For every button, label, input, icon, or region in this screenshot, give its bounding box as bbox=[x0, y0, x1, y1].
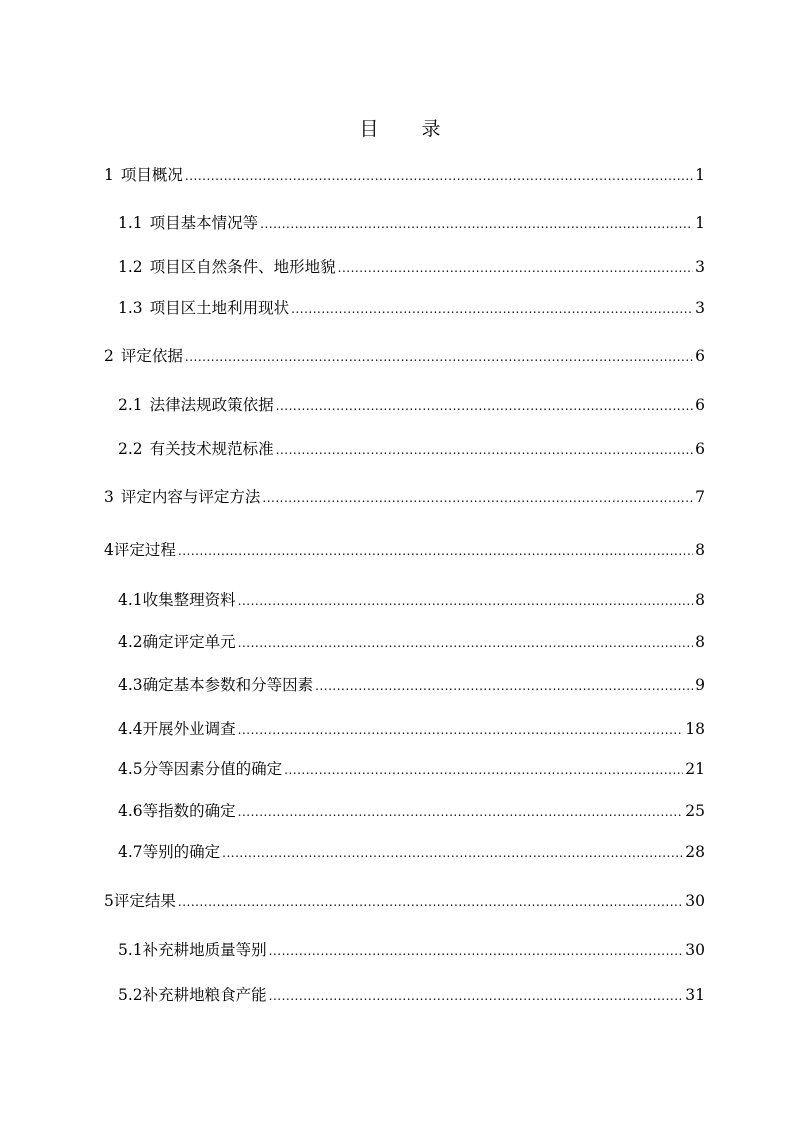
toc-dot-leader bbox=[222, 841, 683, 865]
toc-dot-leader bbox=[269, 984, 684, 1008]
toc-entry[interactable] bbox=[118, 588, 705, 612]
toc-dot-leader bbox=[238, 631, 693, 655]
toc-entry-label bbox=[104, 485, 260, 509]
toc-dot-leader bbox=[338, 256, 693, 280]
toc-entry-page: 18 bbox=[685, 720, 705, 738]
toc-entry-label bbox=[118, 588, 236, 612]
toc-entry-text: 项目区自然条件、地形地貌 bbox=[149, 258, 336, 276]
toc-entry[interactable] bbox=[118, 437, 705, 461]
toc-dot-leader bbox=[238, 589, 693, 613]
toc-entry[interactable] bbox=[104, 344, 705, 368]
toc-entry-page: 8 bbox=[695, 541, 705, 559]
toc-entry-label bbox=[118, 630, 236, 654]
toc-entry-number: 1.3 bbox=[118, 299, 143, 317]
toc-entry-label bbox=[118, 211, 258, 235]
toc-entry[interactable] bbox=[118, 840, 705, 864]
toc-entry-page: 31 bbox=[685, 986, 705, 1004]
toc-entry[interactable] bbox=[118, 393, 705, 417]
toc-dot-leader bbox=[262, 486, 693, 510]
toc-entry-text: 项目概况 bbox=[120, 166, 183, 184]
toc-entry-label bbox=[118, 757, 282, 781]
toc-entry-label bbox=[118, 983, 267, 1007]
toc-entry-label bbox=[118, 938, 267, 962]
toc-entry-number: 4.2 bbox=[118, 633, 143, 651]
toc-dot-leader bbox=[178, 890, 683, 914]
toc-entry-page: 21 bbox=[685, 760, 705, 778]
toc-entry[interactable] bbox=[118, 799, 705, 823]
toc-dot-leader bbox=[238, 800, 684, 824]
toc-title: 目 录 bbox=[359, 118, 453, 140]
toc-entry-text: 评定过程 bbox=[113, 541, 176, 559]
toc-entry-text: 评定依据 bbox=[120, 347, 183, 365]
toc-dot-leader bbox=[291, 297, 693, 321]
toc-entry-text: 确定评定单元 bbox=[142, 633, 236, 651]
toc-entry[interactable] bbox=[118, 211, 705, 235]
toc-entry-label bbox=[118, 437, 274, 461]
toc-entry-label bbox=[104, 538, 176, 562]
toc-entry-text: 评定内容与评定方法 bbox=[120, 488, 261, 506]
toc-entry[interactable] bbox=[104, 485, 705, 509]
toc-entry-number: 5.1 bbox=[118, 941, 143, 959]
toc-entry[interactable] bbox=[104, 163, 705, 187]
toc-entry[interactable] bbox=[104, 538, 705, 562]
toc-entry-label bbox=[118, 393, 274, 417]
toc-dot-leader bbox=[185, 164, 693, 188]
toc-entry-number: 5 bbox=[104, 892, 114, 910]
toc-entry-label bbox=[118, 673, 313, 697]
toc-entry[interactable] bbox=[104, 889, 705, 913]
toc-entry-number: 4.6 bbox=[118, 802, 143, 820]
toc-entry-page: 30 bbox=[685, 892, 705, 910]
toc-entry-number: 1 bbox=[104, 166, 114, 184]
toc-entry-number: 3 bbox=[104, 488, 114, 506]
toc-entry-page: 7 bbox=[695, 488, 705, 506]
toc-entry[interactable] bbox=[118, 983, 705, 1007]
toc-entry-number: 2.2 bbox=[118, 440, 143, 458]
toc-entry[interactable] bbox=[118, 673, 705, 697]
toc-entry-page: 1 bbox=[695, 166, 705, 184]
toc-entry-number: 4.4 bbox=[118, 720, 143, 738]
toc-entry-text: 补充耕地粮食产能 bbox=[142, 986, 267, 1004]
toc-entry-text: 开展外业调查 bbox=[142, 720, 236, 738]
toc-dot-leader bbox=[276, 438, 693, 462]
toc-entry-label bbox=[118, 296, 289, 320]
toc-entry[interactable] bbox=[118, 717, 705, 741]
toc-entry-number: 1.2 bbox=[118, 258, 143, 276]
toc-entry-text: 补充耕地质量等别 bbox=[142, 941, 267, 959]
toc-entry-page: 6 bbox=[695, 396, 705, 414]
toc-entry-text: 收集整理资料 bbox=[142, 591, 236, 609]
toc-dot-leader bbox=[185, 345, 693, 369]
toc-entry-label bbox=[118, 799, 236, 823]
toc-entry-text: 项目区土地利用现状 bbox=[149, 299, 290, 317]
toc-entry-text: 确定基本参数和分等因素 bbox=[142, 676, 314, 694]
toc-entry-text: 评定结果 bbox=[113, 892, 176, 910]
toc-entry-label bbox=[118, 255, 336, 279]
toc-entry-label bbox=[118, 840, 220, 864]
toc-entry-text: 法律法规政策依据 bbox=[149, 396, 274, 414]
toc-dot-leader bbox=[238, 718, 684, 742]
toc-entry-label bbox=[104, 344, 183, 368]
toc-entry-number: 4.7 bbox=[118, 843, 143, 861]
toc-dot-leader bbox=[284, 758, 683, 782]
toc-entry[interactable] bbox=[118, 255, 705, 279]
toc-entry-page: 3 bbox=[695, 299, 705, 317]
toc-entry[interactable] bbox=[118, 630, 705, 654]
toc-dot-leader bbox=[276, 394, 693, 418]
toc-entry-page: 6 bbox=[695, 440, 705, 458]
toc-entry-page: 28 bbox=[685, 843, 705, 861]
toc-entry[interactable] bbox=[118, 757, 705, 781]
toc-entry-text: 分等因素分值的确定 bbox=[142, 760, 283, 778]
toc-entry-text: 有关技术规范标准 bbox=[149, 440, 274, 458]
toc-entry-page: 8 bbox=[695, 591, 705, 609]
toc-entry-number: 4.5 bbox=[118, 760, 143, 778]
toc-entry-page: 6 bbox=[695, 347, 705, 365]
toc-entry-number: 2 bbox=[104, 347, 114, 365]
toc-entry-label bbox=[118, 717, 236, 741]
toc-entry-number: 5.2 bbox=[118, 986, 143, 1004]
toc-entry-page: 25 bbox=[685, 802, 705, 820]
toc-entry-page: 3 bbox=[695, 258, 705, 276]
toc-entry-text: 等别的确定 bbox=[142, 843, 221, 861]
toc-dot-leader bbox=[315, 674, 693, 698]
toc-entry-number: 4.3 bbox=[118, 676, 143, 694]
toc-entry-text: 等指数的确定 bbox=[142, 802, 236, 820]
toc-entry-text: 项目基本情况等 bbox=[149, 214, 259, 232]
toc-entry-number: 2.1 bbox=[118, 396, 143, 414]
toc-entry-page: 1 bbox=[695, 214, 705, 232]
toc-entry-number: 4 bbox=[104, 541, 114, 559]
toc-entry-number: 4.1 bbox=[118, 591, 143, 609]
toc-entry-label bbox=[104, 163, 183, 187]
toc-entry[interactable] bbox=[118, 296, 705, 320]
toc-entry-label bbox=[104, 889, 176, 913]
toc-entry[interactable] bbox=[118, 938, 705, 962]
toc-entry-page: 30 bbox=[685, 941, 705, 959]
toc-dot-leader bbox=[269, 939, 684, 963]
toc-entry-page: 9 bbox=[695, 676, 705, 694]
toc-entry-number: 1.1 bbox=[118, 214, 143, 232]
toc-dot-leader bbox=[260, 212, 693, 236]
toc-dot-leader bbox=[178, 539, 693, 563]
toc-entry-page: 8 bbox=[695, 633, 705, 651]
